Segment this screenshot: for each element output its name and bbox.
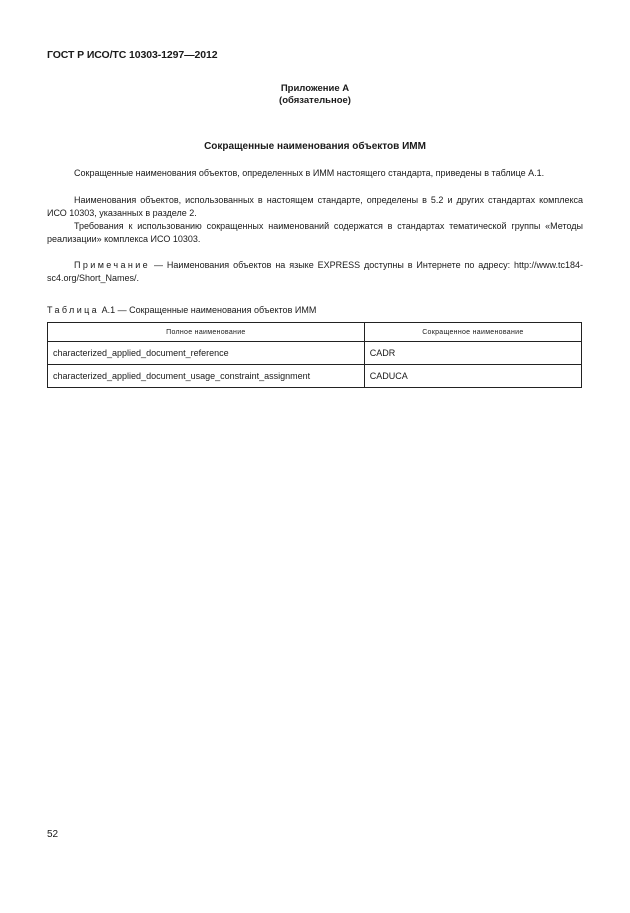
note-paragraph	[47, 259, 583, 285]
paragraph-3-text: Требования к использованию сокращенных наименований содержатся в стандартах тематической группы «Методы реализации» комплекса ИСО 10303.	[47, 221, 583, 244]
paragraph-2	[47, 194, 583, 220]
paragraph-3	[47, 220, 583, 246]
paragraph-1-text: Сокращенные наименования объектов, определенных в ИММ настоящего стандарта, приведены в таблице А.1.	[74, 168, 545, 178]
table-row	[48, 342, 582, 365]
note-text: — Наименования объектов на языке EXPRESS доступны в Интернете по адресу: http://www.tc184-sc4.org/Short_Names/.	[47, 260, 583, 283]
table-caption-text: А.1 — Сокращенные наименования объектов ИММ	[99, 305, 317, 315]
document-code-header: ГОСТ Р ИСО/ТС 10303-1297—2012	[47, 49, 218, 61]
table-caption	[47, 305, 316, 315]
table-cell-full-name: characterized_applied_document_reference	[48, 342, 365, 365]
table-row	[48, 365, 582, 388]
section-title: Сокращенные наименования объектов ИММ	[204, 141, 426, 152]
paragraph-2-text: Наименования объектов, использованных в настоящем стандарте, определены в 5.2 и других стандартах комплекса ИСО 10303, указанных в разделе 2.	[47, 195, 583, 218]
page-number: 52	[47, 829, 59, 840]
annex-status: (обязательное)	[279, 95, 351, 106]
table-caption-label: Таблица	[47, 305, 100, 315]
abbreviations-table	[47, 322, 582, 388]
paragraph-1	[47, 167, 583, 180]
table-cell-full-name: characterized_applied_document_usage_constraint_assignment	[48, 365, 365, 388]
table-cell-short-name: CADUCA	[364, 365, 581, 388]
column-header-short-name: Сокращенное наименование	[364, 323, 581, 342]
table-header-row	[48, 323, 582, 342]
column-header-full-name: Полное наименование	[48, 323, 365, 342]
note-label: Примечание	[74, 260, 151, 270]
table-cell-short-name: CADR	[364, 342, 581, 365]
annex-title: Приложение А	[280, 83, 350, 94]
